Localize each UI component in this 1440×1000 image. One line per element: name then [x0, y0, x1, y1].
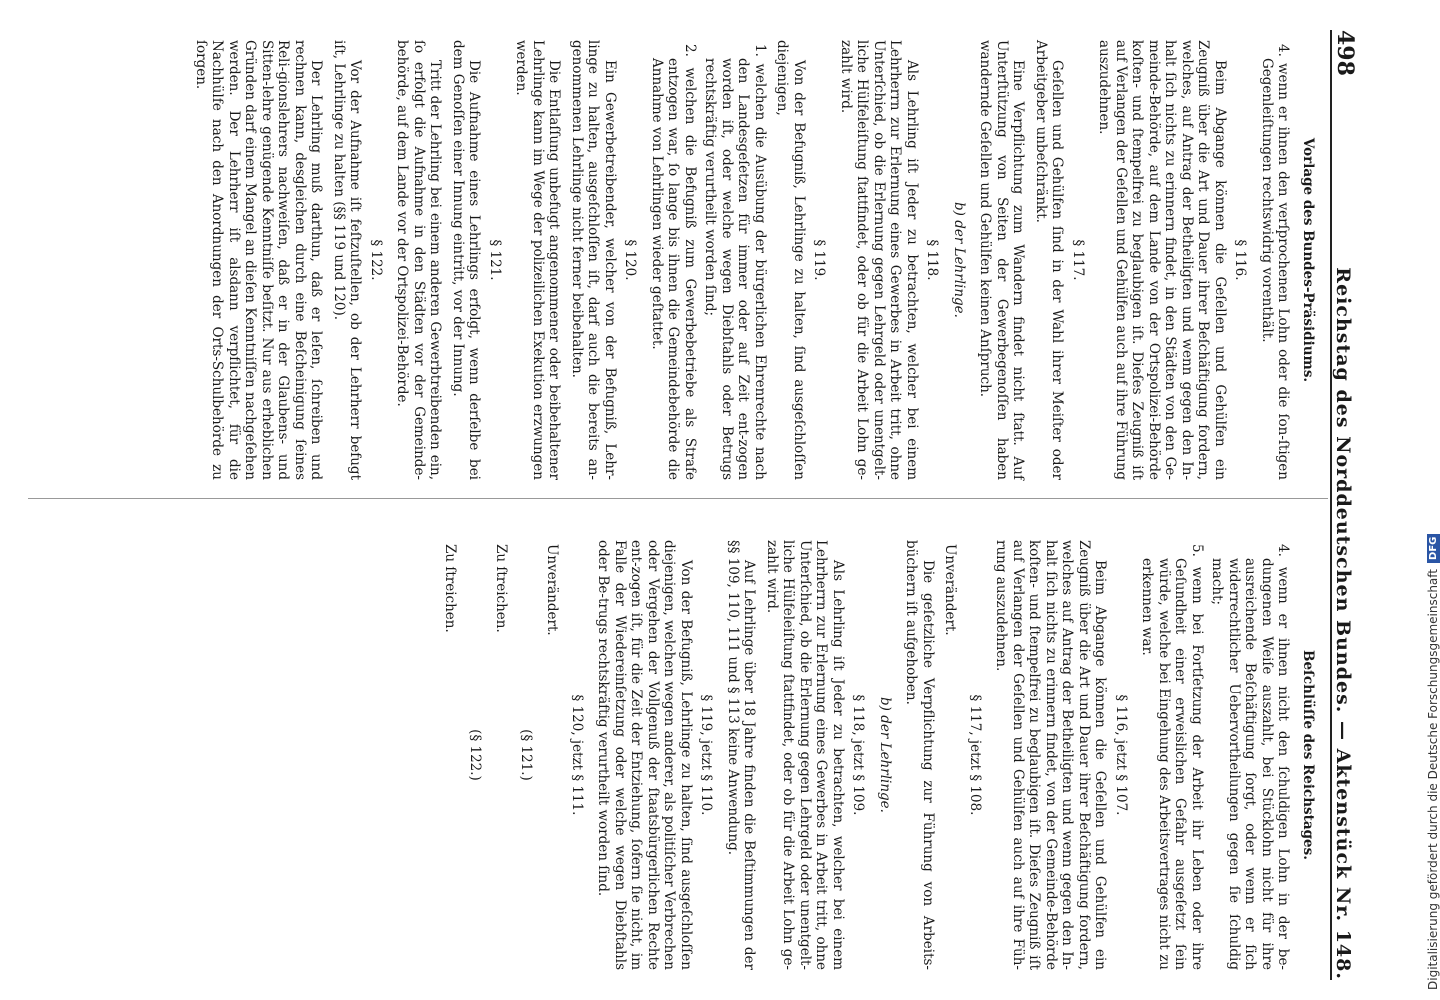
note: Zu ſtreichen. [442, 544, 459, 633]
subheading: b) der Lehrlinge. [951, 202, 967, 318]
dfg-logo: DFG [1427, 534, 1440, 563]
section-heading: § 121. [487, 239, 503, 281]
section-heading: § 120, jetzt § 111. [569, 694, 585, 816]
section-heading: (§ 121.) [518, 729, 534, 781]
footer-text: Digitalisierung gefördert durch die Deutsche Forschungsgemeinschaft [1426, 568, 1440, 990]
right-column [436, 540, 1320, 970]
section-heading: § 117, jetzt § 108. [967, 694, 983, 816]
column-heading: Beſchlüſſe des Reichstages. [1300, 650, 1316, 860]
paragraph: Die Aufnahme eines Lehrlings erfolgt, wenn derſelbe bei dem Genoſſen einer Innung eintritt, vor der Innung. [450, 40, 483, 480]
section-heading: § 120. [622, 239, 639, 281]
paragraph: Von der Befugniß, Lehrlinge zu halten, ſind ausgeſchloſſen diejenigen, welchen wegen anderer, als politiſcher Verbrechen oder Vergehen der Vollgenuß der ſtaatsbürgerlichen Rechte ent‐zogen iſt, für die Zeit der Entziehung, ſofern ſie nicht, im Falle der Wiedereinſetzung oder welche wegen Diebſtahls oder Be‐trugs rechtskräftig verurtheilt worden ſind. [595, 540, 694, 970]
paragraph: Tritt der Lehrling bei einem anderen Gewerbtreibenden ein, ſo erfolgt die Aufnahme in den Städten vor der Gemeinde‐behörde, auf dem Lande vor der Ortspolizei‐Behörde. [394, 40, 444, 480]
note: Zu ſtreichen. [493, 544, 510, 633]
paragraph: Beim Abgange können die Geſellen und Gehülfen ein Zeugniß über die Art und Dauer ihrer Beſchäftigung fordern, welches auf Antrag der Betheiligten und wenn gegen den In‐halt ſich nichts zu erinnern findet, von der Gemeinde‐Behörde koſten‐ und ſtempelfrei zu beglaubigen iſt. Dieſes Zeugniß iſt auf Verlangen der Geſellen und Gehülfen auch auf ihre Füh‐rung auszudehnen. [993, 540, 1109, 970]
paragraph: Die geſetzliche Verpflichtung zur Führung von Arbeits‐büchern iſt aufgehoben. [903, 540, 936, 970]
paragraph: Der Lehrling muß darthun, daß er leſen, ſchreiben und rechnen kann, desgleichen durch eine Beſcheinigung ſeines Reli‐gionslehrers nachweiſen, daß er in der Glaubens‐ und Sitten‐lehre genügende Kenntniſſe beſitzt. Nur aus erheblichen Gründen darf einem Mangel an dieſen Kenntniſſen nachgeſehen werden. Der Lehrherr iſt alsdann verpflichtet, für die Nachhülfe nach den Anordnungen der Orts‐Schulbehörde zu ſorgen. [193, 40, 325, 480]
digitization-footer [1426, 534, 1440, 990]
paragraph: Von der Befugniß, Lehrlinge zu halten, ſind ausgeſchloſſen diejenigen, [774, 40, 807, 480]
list-item: 4. wenn er ihnen den verſprochenen Lohn oder die ſon‐ſtigen Gegenleiſtungen rechtswidrig vorenthält. [1259, 44, 1292, 480]
paragraph: Die Entlaſſung unbefugt angenommener oder beibehaltener Lehrlinge kann im Wege der polizeilichen Exekution erzwungen werden. [513, 40, 563, 480]
section-heading: § 122. [368, 239, 384, 281]
subheading: b) der Lehrlinge. [877, 697, 893, 813]
section-heading: § 118. [924, 239, 941, 281]
section-heading: § 119, jetzt § 110. [698, 694, 715, 816]
section-heading: § 116, jetzt § 107. [1113, 694, 1129, 816]
paragraph: Geſellen und Gehülfen ſind in der Wahl ihrer Meiſter oder Arbeitgeber unbeſchränkt. [1033, 40, 1066, 480]
list-item: 4. wenn er ihnen nicht den ſchuldigen Lohn in der be‐dungenen Weiſe auszahlt, bei Stücklohn nicht für ihre ausreichende Beſchäftigung ſorgt, oder wenn er ſich widerrechtlicher Uebervortheilungen gegen ſie ſchuldig macht; [1209, 544, 1292, 970]
note: Unverändert. [942, 544, 959, 636]
paragraph: Eine Verpflichtung zum Wandern findet nicht ſtatt. Auf Unterſtützung von Seiten der Gewerbegenoſſen haben wandernde Geſellen und Gehülfen keinen Anſpruch. [977, 40, 1027, 480]
paragraph: Als Lehrling iſt Jeder zu betrachten, welcher bei einem Lehrherrn zur Erlernung eines Gewerbes in Arbeit tritt, ohne Unterſchied, ob die Erlernung gegen Lehrgeld oder unentgelt‐liche Hülfeleiſtung ſtattfindet, oder ob für die Arbeit Lohn ge‐zahlt wird. [764, 540, 846, 970]
section-heading: § 117. [1070, 239, 1086, 281]
note: Unverändert. [544, 544, 561, 636]
paragraph: Vor der Aufnahme iſt feſtzuſtellen, ob der Lehrherr befugt iſt, Lehrlinge zu halten (§§ 119 und 120). [331, 40, 364, 480]
paragraph: Beim Abgange können die Geſellen und Gehülfen ein Zeugniß über die Art und Dauer ihrer Beſchäftigung fordern, welches, auf Antrag der Betheiligten und wenn gegen den In‐halt ſich nichts zu erinnern findet, in den Städten von den Ge‐meinde‐Behörde, auf dem Lande von der Ortspolizei‐Behörde koſten‐ und ſtempelfrei zu beglaubigen iſt. Dieſes Zeugniß iſt auf Verlangen der Geſellen und Gehülfen auch auf ihre Führung auszudehnen. [1096, 40, 1228, 480]
list-item: 2. welchen die Befugniß zum Gewerbebetriebe als Strafe entzogen war, ſo lange bis ihnen die Gemeindebehörde die Annahme von Lehrlingen wieder geſtattet. [649, 44, 698, 480]
column-divider [28, 498, 1328, 499]
section-heading: § 119. [811, 239, 828, 281]
paragraph: Auf Lehrlinge über 18 Jahre finden die Beſtimmungen der §§ 109, 110, 111 und § 113 keine Anwendung. [725, 540, 758, 970]
paragraph: Ein Gewerbetreibender, welcher von der Befugniß, Lehr‐linge zu halten, ausgeſchloſſen iſt, darf auch die bereits an‐genommenen Lehrlinge nicht ferner beibehalten. [569, 40, 618, 480]
section-heading: § 116. [1232, 239, 1249, 281]
left-column [187, 40, 1321, 480]
section-heading: § 118, jetzt § 109. [850, 694, 867, 816]
list-item: 5. wenn bei Fortſetzung der Arbeit ihr Leben oder ihre Geſundheit einer erweislichen Gefahr ausgeſetzt ſein würde, welche bei Eingehung des Arbeitsvertrages nicht zu erkennen war. [1139, 544, 1205, 970]
column-heading: Vorlage des Bundes-Präsidiums. [1300, 137, 1316, 383]
page-header [1330, 30, 1372, 980]
page-number: 498 [1332, 30, 1358, 76]
page-title: Reichstag des Norddeutschen Bundes. — Aktenstück Nr. 148. [1332, 267, 1354, 980]
list-item: 1. welchen die Ausübung der bürgerlichen Ehrenrechte nach den Landesgeſetzen für immer oder auf Zeit ent‐zogen worden iſt, oder welche wegen Diebſtahls oder Betrugs rechtskräftig verurtheilt worden ſind; [702, 44, 768, 480]
section-heading: (§ 122.) [467, 729, 483, 781]
paragraph: Als Lehrling iſt Jeder zu betrachten, welcher bei einem Lehrherrn zur Erlernung eines Gewerbes in Arbeit tritt, ohne Unterſchied, ob die Erlernung gegen Lehrgeld oder unentgelt‐liche Hülfeleiſtung ſtattfindet, oder ob für die Arbeit Lohn ge‐zahlt wird. [838, 40, 920, 480]
